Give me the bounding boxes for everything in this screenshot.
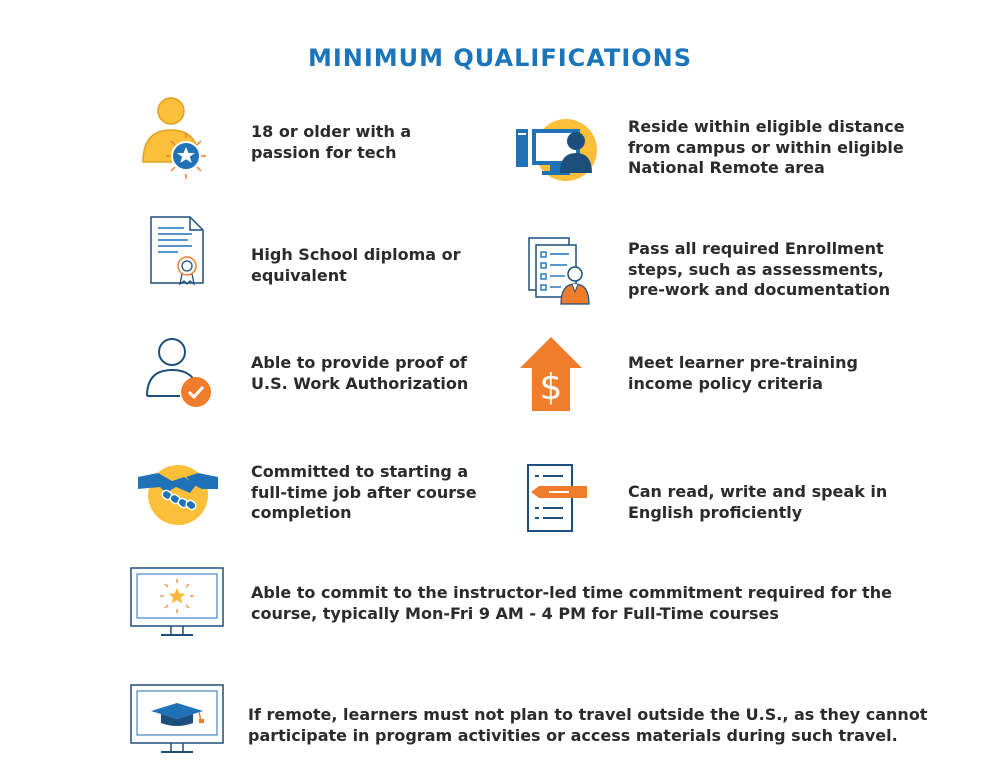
qualification-text-age: 18 or older with a passion for tech	[251, 122, 412, 162]
svg-text:$: $	[539, 367, 563, 408]
person-check-icon	[144, 336, 214, 408]
qualification-text-distance: Reside within eligible distance from campus or within eligible National Remote area	[628, 117, 905, 177]
monitor-star-icon	[129, 566, 225, 640]
qualification-text-full-time-job: Committed to starting a full-time job after course completion	[251, 462, 477, 522]
document-list-icon	[525, 462, 589, 534]
qualification-text-work-authorization: Able to provide proof of U.S. Work Authorization	[251, 353, 469, 393]
enrollment-checklist-icon	[527, 236, 593, 306]
qualification-text-time-commitment: Able to commit to the instructor-led time commitment required for the course, typically Mon-Fri 9 AM - 4 PM for Full-Time courses	[251, 583, 892, 623]
dollar-house-icon	[518, 335, 584, 413]
monitor-graduation-cap-icon	[129, 683, 225, 757]
handshake-icon	[138, 457, 218, 527]
diploma-certificate-icon	[148, 214, 206, 286]
person-star-icon	[138, 96, 208, 182]
qualification-text-enrollment: Pass all required Enrollment steps, such as assessments, pre-work and documentation	[628, 239, 891, 299]
page-title: MINIMUM QUALIFICATIONS	[307, 44, 693, 72]
qualification-text-income: Meet learner pre-training income policy criteria	[628, 353, 858, 393]
qualification-text-english: Can read, write and speak in English proficiently	[628, 482, 888, 522]
computer-user-icon	[514, 117, 598, 183]
qualification-text-diploma: High School diploma or equivalent	[251, 245, 461, 285]
qualification-text-remote-travel: If remote, learners must not plan to travel outside the U.S., as they cannot participate in program activities or access materials during such travel.	[248, 705, 928, 745]
